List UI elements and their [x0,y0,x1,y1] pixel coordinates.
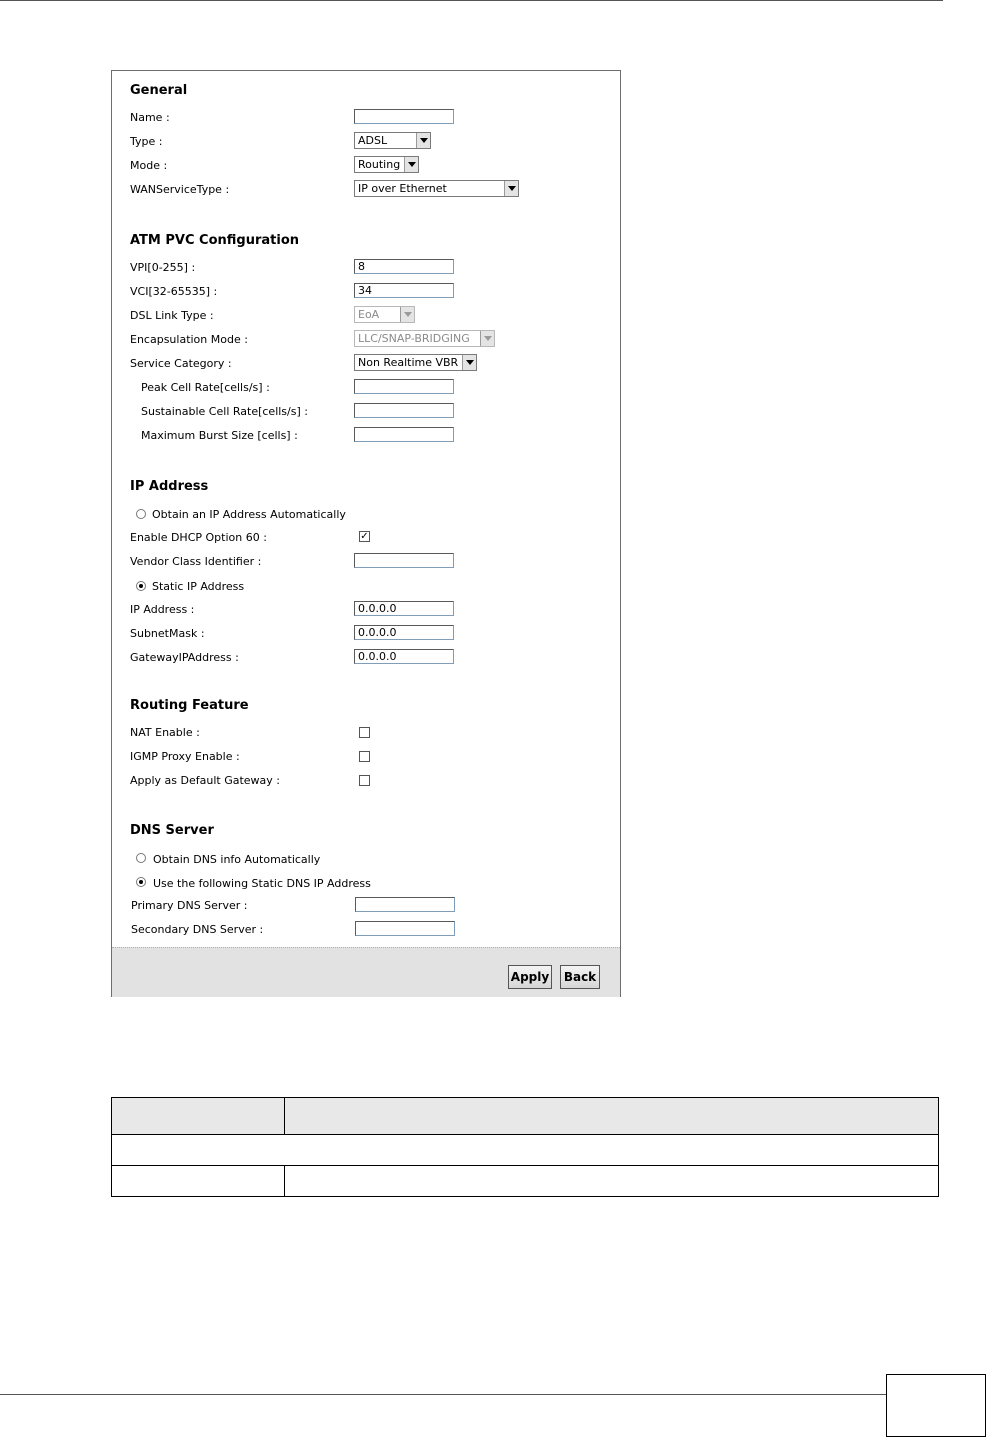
wan-service-type-value: IP over Ethernet [358,182,447,195]
type-select[interactable] [354,132,431,149]
name-input[interactable] [354,109,454,124]
wan-service-type-select[interactable] [354,180,519,197]
sustainable-cell-rate-label: Sustainable Cell Rate[cells/s] : [141,405,308,418]
footer-rule [0,1394,943,1395]
name-label: Name : [130,111,170,124]
sustainable-cell-rate-input[interactable] [354,403,454,418]
table-header-row [112,1098,939,1135]
static-ip-label: Static IP Address [152,580,245,593]
dsl-link-type-label: DSL Link Type : [130,309,214,322]
secondary-dns-input[interactable] [355,921,455,936]
secondary-dns-label: Secondary DNS Server : [131,923,264,936]
nat-enable-label: NAT Enable : [130,726,200,739]
section-title-dns-server: DNS Server [130,823,214,838]
chevron-down-icon [400,307,414,322]
ip-address-label: IP Address : [130,603,195,616]
field-description-table [111,1097,939,1197]
apply-button[interactable]: Apply [508,965,552,989]
chevron-down-icon [416,133,430,148]
vci-label: VCI[32-65535] : [130,285,218,298]
maximum-burst-size-input[interactable] [354,427,454,442]
vendor-class-identifier-input[interactable] [354,553,454,568]
primary-dns-input[interactable] [355,897,455,912]
table-header-cell [112,1098,285,1135]
wan-edit-panel [111,70,621,997]
table-cell [285,1166,939,1197]
ip-address-input[interactable]: 0.0.0.0 [354,601,454,616]
peak-cell-rate-label: Peak Cell Rate[cells/s] : [141,381,270,394]
section-title-general: General [130,83,188,98]
encapsulation-mode-value: LLC/SNAP-BRIDGING [358,332,470,345]
table-row [112,1135,939,1166]
mode-select[interactable] [354,156,419,173]
vci-input[interactable]: 34 [354,283,454,298]
nat-enable-checkbox[interactable] [359,727,370,738]
obtain-dns-auto-radio[interactable] [136,853,146,863]
service-category-select[interactable] [354,354,477,371]
subnet-mask-input[interactable]: 0.0.0.0 [354,625,454,640]
dsl-link-type-value: EoA [358,308,380,321]
obtain-ip-auto-label: Obtain an IP Address Automatically [152,508,346,521]
section-title-ip-address: IP Address [130,479,209,494]
type-select-value: ADSL [358,134,388,147]
primary-dns-label: Primary DNS Server : [131,899,248,912]
dhcp-option-60-checkbox[interactable] [359,531,370,542]
static-dns-label: Use the following Static DNS IP Address [153,877,371,890]
service-category-value: Non Realtime VBR [358,356,459,369]
wan-service-type-label: WANServiceType : [130,183,230,196]
encapsulation-mode-label: Encapsulation Mode : [130,333,248,346]
mode-label: Mode : [130,159,168,172]
default-gateway-checkbox[interactable] [359,775,370,786]
table-cell [112,1135,939,1166]
header-rule [0,0,943,1]
table-header-cell [285,1098,939,1135]
section-title-routing-feature: Routing Feature [130,698,249,713]
igmp-proxy-label: IGMP Proxy Enable : [130,750,240,763]
static-dns-radio[interactable] [136,877,146,887]
chevron-down-icon [462,355,476,370]
mode-select-value: Routing [358,158,401,171]
default-gateway-label: Apply as Default Gateway : [130,774,281,787]
page-number-box [886,1374,986,1437]
chevron-down-icon [480,331,494,346]
back-button[interactable]: Back [560,965,600,989]
subnet-mask-label: SubnetMask : [130,627,205,640]
type-label: Type : [130,135,163,148]
gateway-ip-label: GatewayIPAddress : [130,651,239,664]
service-category-label: Service Category : [130,357,232,370]
chevron-down-icon [504,181,518,196]
dsl-link-type-select[interactable] [354,306,415,323]
peak-cell-rate-input[interactable] [354,379,454,394]
gateway-ip-input[interactable]: 0.0.0.0 [354,649,454,664]
vendor-class-identifier-label: Vendor Class Identifier : [130,555,262,568]
table-row [112,1166,939,1197]
igmp-proxy-checkbox[interactable] [359,751,370,762]
vpi-label: VPI[0-255] : [130,261,196,274]
obtain-ip-auto-radio[interactable] [136,509,146,519]
maximum-burst-size-label: Maximum Burst Size [cells] : [141,429,298,442]
section-title-atm: ATM PVC Configuration [130,233,299,248]
encapsulation-mode-select[interactable] [354,330,495,347]
vpi-input[interactable]: 8 [354,259,454,274]
chevron-down-icon [404,157,418,172]
dhcp-option-60-label: Enable DHCP Option 60 : [130,531,267,544]
button-bar [112,947,620,997]
obtain-dns-auto-label: Obtain DNS info Automatically [153,853,321,866]
table-cell [112,1166,285,1197]
static-ip-radio[interactable] [136,581,146,591]
